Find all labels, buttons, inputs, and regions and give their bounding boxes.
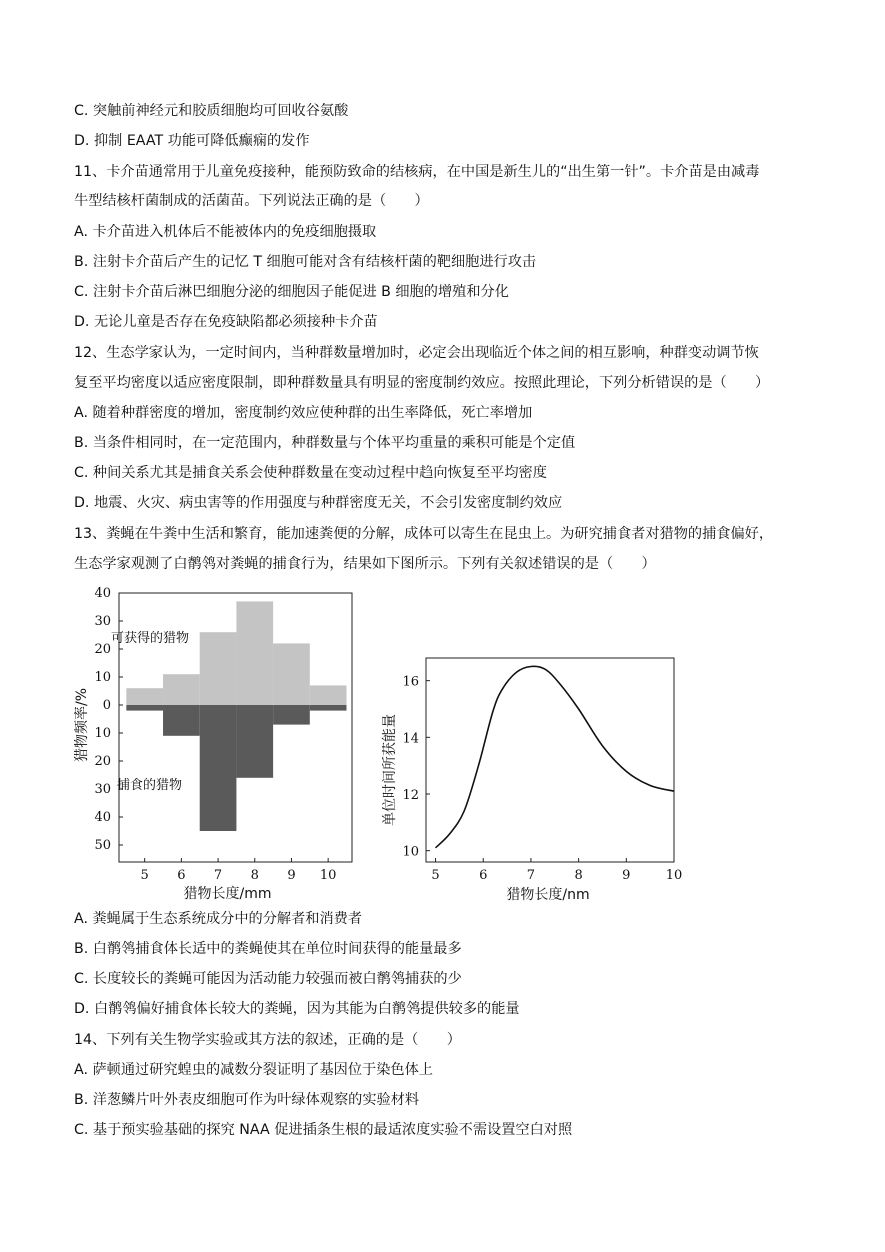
text-line: C. 基于预实验基础的探究 NAA 促进插条生根的最适浓度实验不需设置空白对照 [74, 1122, 573, 1138]
text-line: B. 当条件相同时，在一定范围内，种群数量与个体平均重量的乘积可能是个定值 [74, 435, 576, 451]
y-tick-label: 12 [402, 788, 419, 803]
x-tick-label: 6 [479, 868, 488, 883]
bar-available [200, 632, 237, 705]
y-axis-label: 猎物频率/% [74, 687, 90, 763]
text-line: D. 地震、火灾、病虫害等的作用强度与种群密度无关，不会引发密度制约效应 [74, 495, 563, 511]
histogram-svg [74, 585, 364, 903]
x-tick-label: 7 [526, 868, 536, 883]
text-line: D. 白鹡鸰偏好捕食体长较大的粪蝇，因为其能为白鹡鸰提供较多的能量 [74, 1001, 520, 1017]
text-line: B. 洋葱鳞片叶外表皮细胞可作为叶绿体观察的实验材料 [74, 1092, 420, 1108]
energy-line-chart [374, 650, 694, 909]
text-line: C. 突触前神经元和胶质细胞均可回收谷氨酸 [74, 103, 349, 119]
bar-available [310, 685, 347, 705]
y-tick-label: 10 [94, 726, 111, 741]
energy-svg [374, 650, 694, 905]
y-tick-label: 20 [94, 754, 111, 769]
text-line: 13、粪蝇在牛粪中生活和繁育，能加速粪便的分解，成体可以寄生在昆虫上。为研究捕食者对猎物的捕食偏好， [74, 526, 774, 542]
text-line: D. 无论儿童是否存在免疫缺陷都必须接种卡介苗 [74, 314, 378, 330]
x-axis-label: 猎物长度/nm [506, 887, 590, 903]
x-tick-label: 5 [140, 868, 149, 883]
bar-captured [236, 705, 273, 778]
text-line: 牛型结核杆菌制成的活菌苗。下列说法正确的是（ ） [74, 193, 429, 209]
series-label-available: 可获得的猎物 [111, 631, 190, 646]
y-tick-label: 10 [402, 844, 419, 860]
text-line: A. 萨顿通过研究蝗虫的减数分裂证明了基因位于染色体上 [74, 1062, 433, 1078]
text-line: 生态学家观测了白鹡鸰对粪蝇的捕食行为，结果如下图所示。下列有关叙述错误的是（ ） [74, 556, 656, 572]
text-line: C. 种间关系尤其是捕食关系会使种群数量在变动过程中趋向恢复至平均密度 [74, 465, 547, 481]
bar-available [273, 643, 310, 705]
y-tick-label: 30 [94, 614, 111, 629]
x-tick-label: 8 [574, 868, 583, 883]
text-line: D. 抑制 EAAT 功能可降低癫痫的发作 [74, 133, 310, 149]
text-line: 复至平均密度以适应密度限制，即种群数量具有明显的密度制约效应。按照此理论，下列分析错误的是（ ） [74, 375, 770, 391]
text-line: A. 卡介苗进入机体后不能被体内的免疫细胞摄取 [74, 224, 377, 240]
bar-captured [200, 705, 237, 831]
y-axis-label: 单位时间所获能量 [382, 714, 398, 826]
text-line: B. 注射卡介苗后产生的记忆 T 细胞可能对含有结核杆菌的靶细胞进行攻击 [74, 254, 537, 270]
x-tick-label: 10 [319, 868, 337, 883]
bar-available [236, 601, 273, 705]
y-tick-label: 50 [94, 838, 111, 853]
bar-available [126, 688, 163, 705]
text-line: C. 长度较长的粪蝇可能因为活动能力较强而被白鹡鸰捕获的少 [74, 971, 462, 987]
x-tick-label: 7 [213, 868, 223, 883]
y-tick-label: 20 [94, 642, 111, 657]
bar-available [163, 674, 200, 705]
text-line: C. 注射卡介苗后淋巴细胞分泌的细胞因子能促进 B 细胞的增殖和分化 [74, 284, 509, 300]
text-line: 11、卡介苗通常用于儿童免疫接种，能预防致命的结核病，在中国是新生儿的“出生第一针”。卡介苗是由减毒 [74, 164, 760, 180]
y-tick-label: 16 [402, 674, 419, 690]
x-tick-label: 10 [665, 868, 683, 883]
y-tick-label: 40 [94, 810, 111, 825]
x-tick-label: 9 [622, 868, 631, 883]
plot-frame [426, 658, 674, 862]
text-line: 12、生态学家认为，一定时间内，当种群数量增加时，必定会出现临近个体之间的相互影响，种群变动调节恢 [74, 345, 759, 361]
bar-captured [163, 705, 200, 736]
energy-curve [436, 666, 674, 847]
y-tick-label: 30 [94, 782, 111, 797]
text-line: B. 白鹡鸰捕食体长适中的粪蝇使其在单位时间获得的能量最多 [74, 941, 462, 957]
text-line: A. 随着种群密度的增加，密度制约效应使种群的出生率降低，死亡率增加 [74, 405, 533, 421]
x-tick-label: 5 [431, 868, 440, 883]
x-tick-label: 6 [177, 868, 186, 883]
y-tick-label: 0 [102, 698, 111, 713]
bar-captured [310, 705, 347, 711]
text-line: 14、下列有关生物学实验或其方法的叙述，正确的是（ ） [74, 1032, 461, 1048]
y-tick-label: 14 [402, 731, 419, 747]
histogram-chart [74, 585, 364, 907]
x-tick-label: 8 [250, 868, 259, 883]
series-label-captured: 捕食的猎物 [117, 778, 183, 793]
text-line: A. 粪蝇属于生态系统成分中的分解者和消费者 [74, 911, 363, 927]
y-tick-label: 10 [94, 670, 111, 685]
x-tick-label: 9 [287, 868, 296, 883]
y-tick-label: 40 [94, 586, 111, 601]
bar-captured [126, 705, 163, 711]
bar-captured [273, 705, 310, 725]
x-axis-label: 猎物长度/mm [183, 886, 272, 902]
